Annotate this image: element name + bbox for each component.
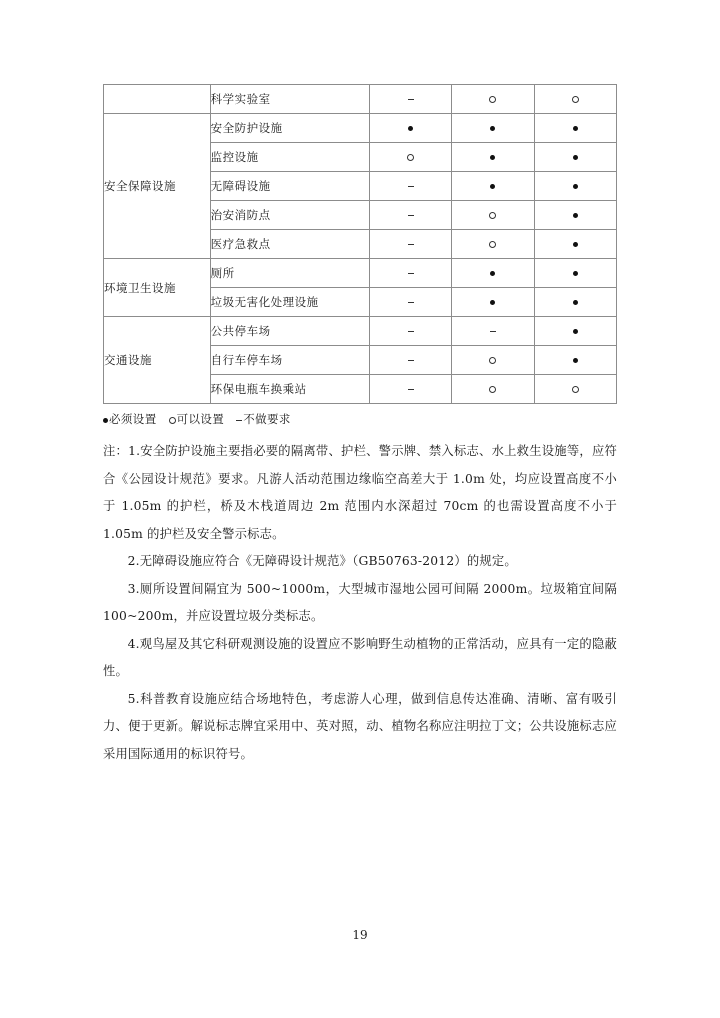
table-mark-cell: [369, 85, 451, 114]
dash-icon: [408, 273, 414, 274]
dash-icon: [408, 215, 414, 216]
table-mark-cell: [452, 230, 534, 259]
table-mark-cell: [534, 346, 616, 375]
notes-section: [103, 438, 617, 768]
dash-icon: [408, 331, 414, 332]
table-mark-cell: [369, 288, 451, 317]
table-mark-cell: [534, 259, 616, 288]
hollow-circle-icon: [407, 154, 414, 161]
filled-circle-icon: [490, 300, 495, 305]
filled-circle-icon: [408, 126, 413, 131]
hollow-circle-icon: [489, 357, 496, 364]
legend-label-optional: 可以设置: [176, 412, 225, 426]
filled-circle-icon: [573, 213, 578, 218]
filled-circle-icon: [490, 126, 495, 131]
hollow-circle-icon: [489, 212, 496, 219]
public-facility-configuration-table: [103, 84, 617, 404]
filled-circle-icon: [573, 242, 578, 247]
table-mark-cell: [452, 317, 534, 346]
dash-icon: [408, 244, 414, 245]
table-mark-cell: [452, 172, 534, 201]
filled-circle-icon: [103, 418, 108, 423]
filled-circle-icon: [573, 329, 578, 334]
table-mark-cell: [369, 230, 451, 259]
note-1: 注：1.安全防护设施主要指必要的隔离带、护栏、警示牌、禁入标志、水上救生设施等，应符合《公园设计规范》要求。凡游人活动范围边缘临空高差大于 1.0m 处，均应设置高度不小于 1.05m 的护栏，桥及木栈道周边 2m 范围内水深超过 70cm 的也需设置高度不小于 1.05m 的护栏及安全警示标志。: [103, 444, 617, 541]
note-3: 3.厕所设置间隔宜为 500~1000m，大型城市湿地公园可间隔 2000m。垃圾箱宜间隔 100~200m，并应设置垃圾分类标志。: [103, 581, 617, 623]
table-item-cell: 厕所: [210, 259, 369, 288]
dash-icon: [408, 360, 414, 361]
table-category-cell: 环境卫生设施: [104, 259, 211, 317]
table-mark-cell: [452, 143, 534, 172]
table-mark-cell: [369, 317, 451, 346]
page-content: [103, 84, 617, 768]
note-4: 4.观鸟屋及其它科研观测设施的设置应不影响野生动植物的正常活动，应具有一定的隐蔽性。: [103, 636, 617, 678]
table-category-cell-empty: [104, 85, 211, 114]
table-mark-cell: [369, 172, 451, 201]
filled-circle-icon: [490, 184, 495, 189]
table-row: [104, 317, 617, 346]
hollow-circle-icon: [572, 96, 579, 103]
table-category-cell: 交通设施: [104, 317, 211, 404]
legend-item-must: [103, 412, 157, 426]
legend-label-must: 必须设置: [109, 412, 157, 426]
hollow-circle-icon: [489, 386, 496, 393]
page-number: 19: [352, 928, 368, 942]
hollow-circle-icon: [489, 96, 496, 103]
table-mark-cell: [369, 375, 451, 404]
table-mark-cell: [452, 259, 534, 288]
filled-circle-icon: [573, 271, 578, 276]
table-mark-cell: [369, 201, 451, 230]
dash-icon: [408, 99, 414, 100]
table-category-cell: 安全保障设施: [104, 114, 211, 259]
hollow-circle-icon: [169, 417, 176, 424]
table-mark-cell: [452, 114, 534, 143]
table-mark-cell: [452, 288, 534, 317]
table-item-cell: 安全防护设施: [210, 114, 369, 143]
filled-circle-icon: [490, 155, 495, 160]
hollow-circle-icon: [572, 386, 579, 393]
dash-icon: [408, 302, 414, 303]
table-mark-cell: [452, 346, 534, 375]
table-mark-cell: [452, 85, 534, 114]
table-item-cell: 治安消防点: [210, 201, 369, 230]
table-row: [104, 259, 617, 288]
filled-circle-icon: [573, 126, 578, 131]
table-item-cell: 医疗急救点: [210, 230, 369, 259]
dash-icon: [408, 389, 414, 390]
dash-icon: [408, 186, 414, 187]
table-mark-cell: [534, 288, 616, 317]
table-mark-cell: [369, 259, 451, 288]
table-mark-cell: [369, 114, 451, 143]
table-mark-cell: [534, 172, 616, 201]
filled-circle-icon: [573, 300, 578, 305]
filled-circle-icon: [573, 155, 578, 160]
hollow-circle-icon: [489, 241, 496, 248]
table-item-cell: 环保电瓶车换乘站: [210, 375, 369, 404]
table-mark-cell: [369, 143, 451, 172]
table-mark-cell: [534, 375, 616, 404]
filled-circle-icon: [490, 271, 495, 276]
table-item-cell: 科学实验室: [210, 85, 369, 114]
table-mark-cell: [452, 375, 534, 404]
legend-item-optional: [169, 412, 225, 426]
table-item-cell: 监控设施: [210, 143, 369, 172]
note-2: 2.无障碍设施应符合《无障碍设计规范》（GB50763-2012）的规定。: [127, 554, 517, 568]
table-row: [104, 85, 617, 114]
filled-circle-icon: [573, 358, 578, 363]
table-mark-cell: [369, 346, 451, 375]
table-row: [104, 114, 617, 143]
dash-icon: [490, 331, 496, 332]
dash-icon: [236, 420, 242, 421]
table-mark-cell: [534, 143, 616, 172]
table-mark-cell: [534, 85, 616, 114]
table-item-cell: 垃圾无害化处理设施: [210, 288, 369, 317]
table-body: [104, 85, 617, 404]
note-5: 5.科普教育设施应结合场地特色，考虑游人心理，做到信息传达准确、清晰、富有吸引力、便于更新。解说标志牌宜采用中、英对照，动、植物名称应注明拉丁文；公共设施标志应采用国际通用的标识符号。: [103, 691, 617, 761]
table-mark-cell: [534, 317, 616, 346]
table-mark-cell: [452, 201, 534, 230]
table-item-cell: 自行车停车场: [210, 346, 369, 375]
legend-label-none: 不做要求: [243, 412, 291, 426]
table-item-cell: 公共停车场: [210, 317, 369, 346]
table-mark-cell: [534, 201, 616, 230]
legend-item-none: [236, 412, 291, 426]
table-item-cell: 无障碍设施: [210, 172, 369, 201]
table-mark-cell: [534, 230, 616, 259]
table-mark-cell: [534, 114, 616, 143]
filled-circle-icon: [573, 184, 578, 189]
legend: [103, 410, 617, 428]
